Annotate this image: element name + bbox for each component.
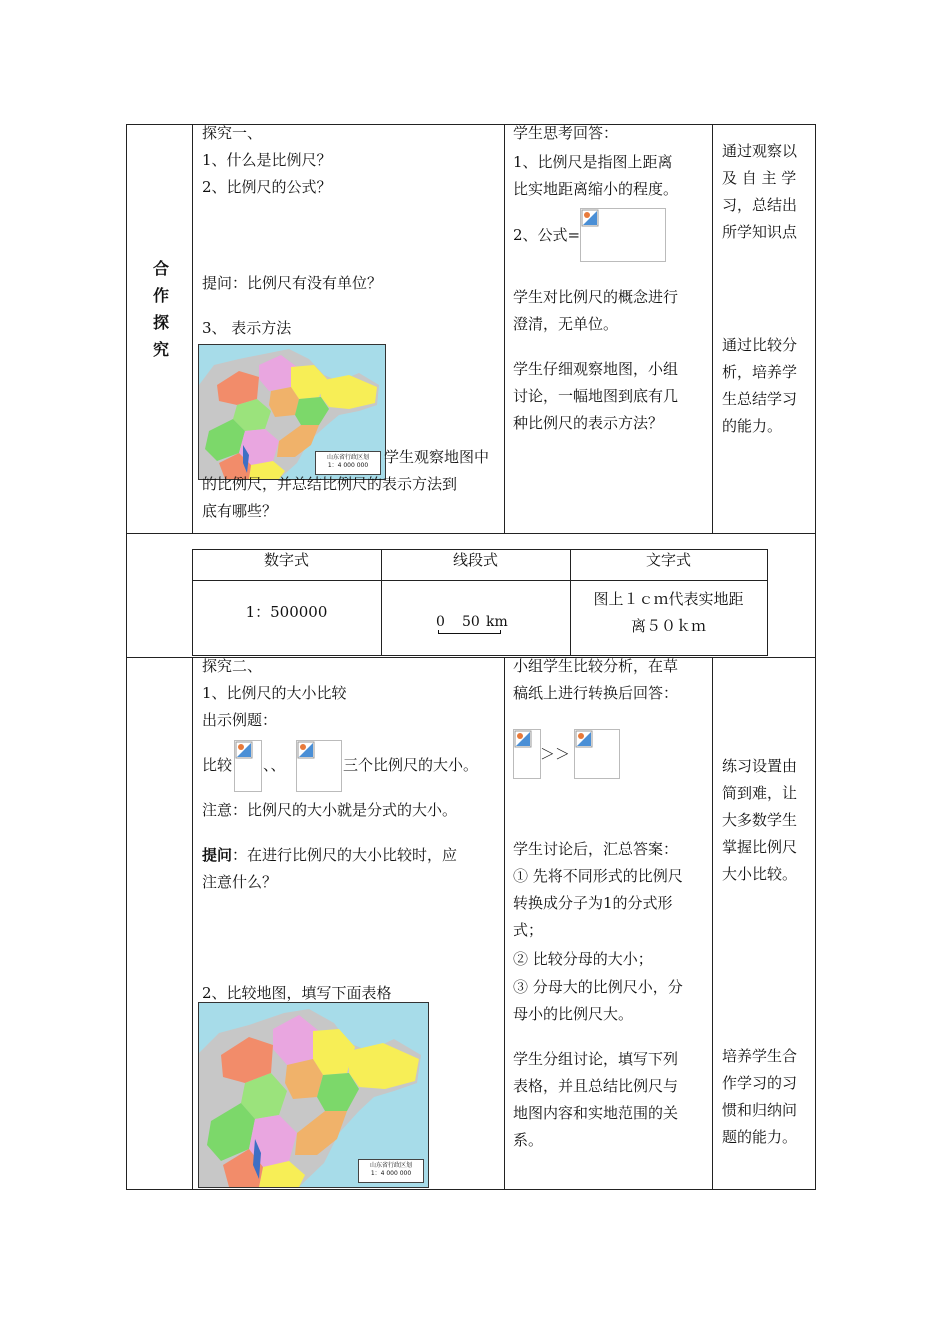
- map-legend-scale: 1：4 000 000: [370, 1170, 412, 1177]
- intent-exercise: 大小比较。: [722, 865, 798, 883]
- scale-bar-unit: km: [486, 614, 508, 630]
- inner-table-border: [767, 549, 768, 656]
- shandong-map-2: [198, 1002, 429, 1188]
- question-2: 2、比例尺的公式？: [202, 178, 332, 196]
- student-answer-title: 学生思考回答：: [513, 124, 619, 142]
- section-label: [150, 255, 172, 363]
- group-discuss: 系。: [513, 1131, 544, 1149]
- observe-text-tail: 学生观察地图中: [384, 448, 490, 466]
- group-discuss: 学生分组讨论，填写下列: [513, 1050, 679, 1068]
- greater-than-signs: ＞＞: [540, 745, 571, 763]
- summary-line: 学生讨论后，汇总答案：: [513, 840, 679, 858]
- intent-observe: 通过观察以: [722, 142, 798, 160]
- fraction-image-a: [513, 729, 541, 779]
- section-char: 作: [152, 286, 169, 305]
- fraction-image-b: [574, 729, 620, 779]
- answer-no-unit: 学生对比例尺的概念进行: [513, 288, 679, 306]
- intent-observe: 所学知识点: [722, 223, 798, 241]
- group-compare-intro: 小组学生比较分析，在草: [513, 657, 679, 675]
- numeric-scale-value: 1：500000: [245, 603, 328, 621]
- header-text-form: 文字式: [645, 551, 691, 569]
- section-char: 究: [152, 340, 169, 359]
- scale-bar-line: [438, 630, 501, 634]
- map-legend-scale: 1：4 000 000: [327, 462, 369, 469]
- scale-bar-fifty: 50: [462, 614, 480, 630]
- group-discuss: 表格，并且总结比例尺与: [513, 1077, 679, 1095]
- broken-image-icon: [514, 730, 532, 748]
- note-text: 注意：比例尺的大小就是分式的大小。: [202, 801, 458, 819]
- section-char: 探: [152, 313, 169, 332]
- formula-label: 2、公式=: [513, 226, 581, 244]
- summary-line: ③ 分母大的比例尺小，分: [513, 978, 683, 996]
- example-label: 出示例题：: [202, 711, 278, 729]
- summary-line: ① 先将不同形式的比例尺: [513, 867, 683, 885]
- intent-observe: 及 自 主 学: [722, 169, 797, 187]
- table-col-divider: [504, 124, 505, 534]
- compare-subheading: 1、比例尺的大小比较: [202, 684, 347, 702]
- formula-image: [580, 208, 666, 262]
- section-char: 合: [152, 259, 169, 278]
- explore-two-heading: 探究二、: [202, 657, 263, 675]
- intent-cooperation: 惯和归纳问: [722, 1101, 798, 1119]
- group-compare-intro: 稿纸上进行转换后回答：: [513, 684, 679, 702]
- item-representation: 3、 表示方法: [202, 319, 292, 337]
- broken-image-icon: [575, 730, 593, 748]
- question-1: 1、什么是比例尺？: [202, 151, 332, 169]
- item-compare-maps: 2、比较地图，填写下面表格: [202, 984, 392, 1002]
- compare-suffix: 三个比例尺的大小。: [343, 756, 479, 774]
- answer-definition: 比实地距离缩小的程度。: [513, 180, 679, 198]
- question-text: ：在进行比例尺的大小比较时，应: [232, 846, 458, 864]
- table-col-divider: [504, 657, 505, 1190]
- shandong-map-1: [198, 344, 386, 480]
- table-col-divider: [192, 124, 193, 534]
- answer-observe: 讨论，一幅地图到底有几: [513, 387, 679, 405]
- question-compare: [202, 842, 457, 869]
- table-col-divider: [712, 657, 713, 1190]
- answer-no-unit: 澄清，无单位。: [513, 315, 619, 333]
- map-legend-box: [358, 1159, 424, 1183]
- text-scale-line2: 离５０ｋｍ: [630, 617, 706, 635]
- compare-separator: 、、: [263, 756, 286, 774]
- header-line-segment: 线段式: [452, 551, 498, 569]
- table-col-divider: [712, 124, 713, 534]
- intent-exercise: 简到难，让: [722, 784, 798, 802]
- compare-prefix: 比较: [202, 756, 233, 774]
- inner-table-border: [192, 655, 768, 656]
- intent-compare: 析，培养学: [722, 363, 798, 381]
- question-unit: 提问：比例尺有没有单位？: [202, 274, 383, 292]
- intent-compare: 通过比较分: [722, 336, 798, 354]
- observe-text-line3: 底有哪些？: [202, 502, 278, 520]
- intent-observe: 习，总结出: [722, 196, 798, 214]
- intent-compare: 生总结学习: [722, 390, 798, 408]
- table-right-border: [815, 124, 816, 1190]
- text-scale-line1: 图上１ｃｍ代表实地距: [593, 590, 744, 608]
- intent-cooperation: 题的能力。: [722, 1128, 798, 1146]
- inner-table-border: [192, 580, 768, 581]
- intent-exercise: 掌握比例尺: [722, 838, 798, 856]
- intent-exercise: 大多数学生: [722, 811, 798, 829]
- explore-one-heading: 探究一、: [202, 124, 263, 142]
- answer-observe: 种比例尺的表示方法？: [513, 414, 664, 432]
- group-discuss: 地图内容和实地范围的关: [513, 1104, 679, 1122]
- intent-compare: 的能力。: [722, 417, 783, 435]
- table-left-border: [126, 124, 127, 1190]
- answer-definition: 1、比例尺是指图上距离: [513, 153, 673, 171]
- fraction-image-2: [296, 740, 342, 792]
- fraction-image-1: [234, 740, 262, 792]
- broken-image-icon: [235, 741, 253, 759]
- intent-cooperation: 培养学生合: [722, 1047, 798, 1065]
- header-numeric: 数字式: [263, 551, 309, 569]
- summary-line: 式；: [513, 921, 544, 939]
- broken-image-icon: [297, 741, 315, 759]
- summary-line: 转换成分子为1的分式形: [513, 894, 673, 912]
- broken-image-icon: [581, 209, 599, 227]
- summary-line: 母小的比例尺大。: [513, 1005, 634, 1023]
- intent-cooperation: 作学习的习: [722, 1074, 798, 1092]
- summary-line: ② 比较分母的大小；: [513, 950, 653, 968]
- scale-bar-zero: 0: [436, 614, 445, 630]
- map-legend-title: 山东省行政区划: [326, 454, 369, 461]
- question-compare-line2: 注意什么？: [202, 873, 278, 891]
- table-col-divider: [192, 657, 193, 1190]
- question-label: 提问: [202, 846, 233, 864]
- intent-exercise: 练习设置由: [722, 757, 798, 775]
- observe-text-line2: 的比例尺，并总结比例尺的表示方法到: [202, 475, 458, 493]
- answer-observe: 学生仔细观察地图，小组: [513, 360, 679, 378]
- map-legend-title: 山东省行政区划: [369, 1162, 412, 1169]
